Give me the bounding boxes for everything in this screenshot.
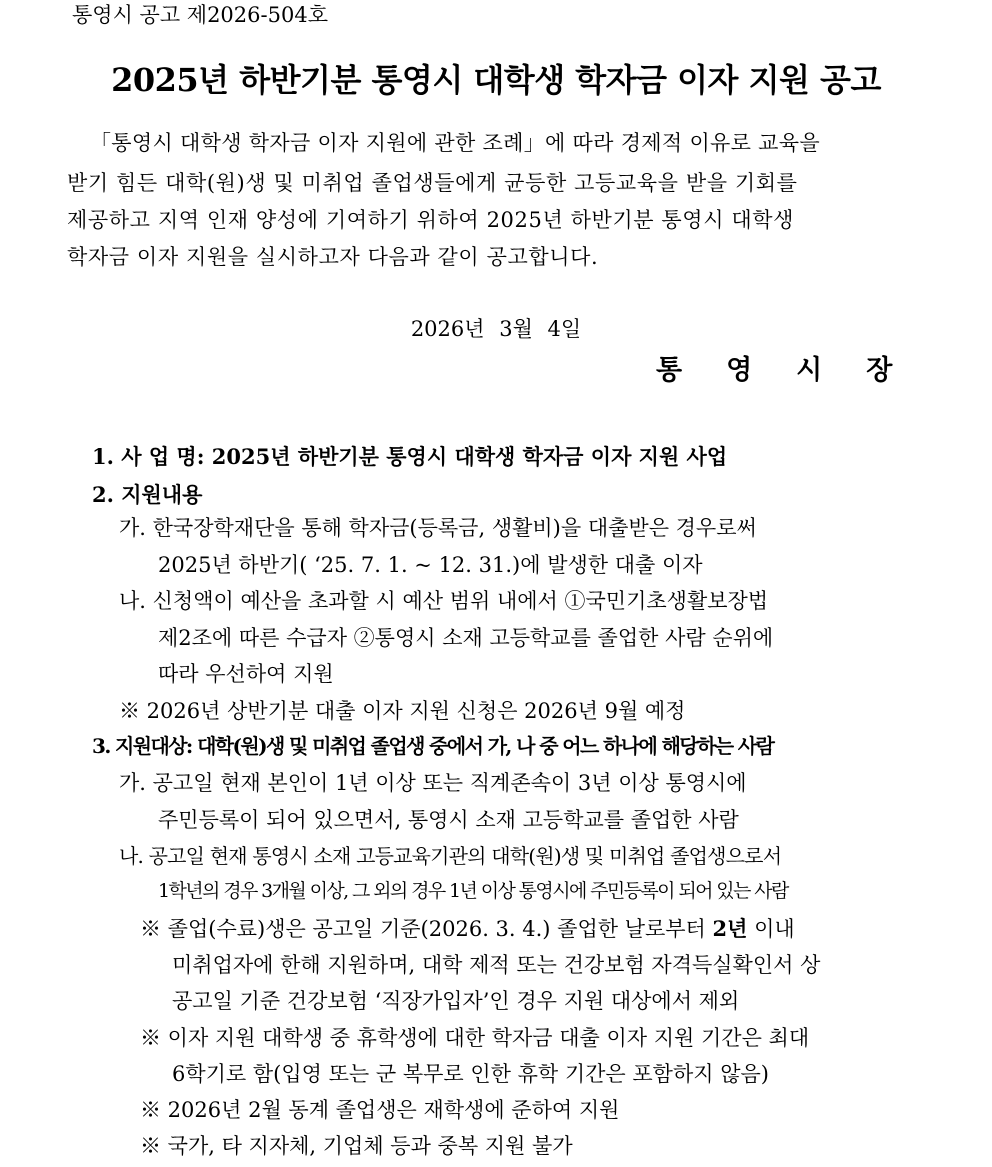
- eligibility-note-winter-graduates: ※ 2026년 2월 동계 졸업생은 재학생에 준하여 지원: [140, 1098, 620, 1122]
- support-content-note: ※ 2026년 상반기분 대출 이자 지원 신청은 2026년 9월 예정: [119, 699, 686, 723]
- support-content-item-na: 나. 신청액이 예산을 초과할 시 예산 범위 내에서 ①국민기초생활보장법: [119, 589, 769, 613]
- intro-line: 받기 힘든 대학(원)생 및 미취업 졸업생들에게 균등한 고등교육을 받을 기회를: [67, 171, 798, 195]
- support-content-item-na-cont: 제2조에 따른 수급자 ②통영시 소재 고등학교를 졸업한 사람 순위에: [158, 626, 774, 650]
- support-content-item-ga-cont: 2025년 하반기( ‘25. 7. 1. ~ 12. 31.)에 발생한 대출 이자: [158, 553, 703, 577]
- eligibility-note-duplicate: ※ 국가, 타 지자체, 기업체 등과 중복 지원 불가: [140, 1134, 573, 1158]
- announcement-date: 2026년 3월 4일: [410, 317, 582, 341]
- eligibility-note-leave: ※ 이자 지원 대학생 중 휴학생에 대한 학자금 대출 이자 지원 기간은 최대: [140, 1026, 810, 1050]
- intro-line: 「통영시 대학생 학자금 이자 지원에 관한 조례」에 따라 경제적 이유로 교육을: [90, 131, 820, 155]
- support-content-item-na-cont: 따라 우선하여 지원: [158, 662, 334, 686]
- eligibility-note-leave-cont: 6학기로 함(입영 또는 군 복무로 인한 휴학 기간은 포함하지 않음): [172, 1062, 769, 1086]
- note-emphasis: 2년: [712, 916, 748, 941]
- intro-line: 학자금 이자 지원을 실시하고자 다음과 같이 공고합니다.: [67, 245, 599, 269]
- eligibility-item-na: 나. 공고일 현재 통영시 소재 고등교육기관의 대학(원)생 및 미취업 졸업생으로서: [119, 844, 782, 868]
- support-content-item-ga: 가. 한국장학재단을 통해 학자금(등록금, 생활비)을 대출받은 경우로써: [119, 516, 757, 540]
- signer-name: 통영시장: [656, 355, 937, 386]
- section-eligibility-heading: 3. 지원대상: 대학(원)생 및 미취업 졸업생 중에서 가, 나 중 어느 하나에 해당하는 사람: [92, 734, 774, 758]
- announcement-number: 통영시 공고 제2026-504호: [72, 3, 328, 27]
- eligibility-note-graduates: [140, 918, 795, 940]
- intro-line: 제공하고 지역 인재 양성에 기여하기 위하여 2025년 하반기분 통영시 대학생: [67, 208, 795, 232]
- eligibility-item-na-cont: 1학년의 경우 3개월 이상, 그 외의 경우 1년 이상 통영시에 주민등록이 되어 있는 사람: [158, 880, 788, 902]
- note-text: ※ 졸업(수료)생은 공고일 기준(2026. 3. 4.) 졸업한 날로부터: [140, 917, 713, 941]
- eligibility-note-graduates-cont: 공고일 기준 건강보험 ‘직장가입자’인 경우 지원 대상에서 제외: [172, 989, 740, 1013]
- section-project-name: 1. 사 업 명: 2025년 하반기분 통영시 대학생 학자금 이자 지원 사업: [92, 444, 728, 469]
- section-support-content-heading: 2. 지원내용: [92, 482, 203, 507]
- eligibility-item-ga: 가. 공고일 현재 본인이 1년 이상 또는 직계존속이 3년 이상 통영시에: [119, 771, 747, 795]
- eligibility-note-graduates-cont: 미취업자에 한해 지원하며, 대학 제적 또는 건강보험 자격득실확인서 상: [172, 953, 821, 977]
- eligibility-item-ga-cont: 주민등록이 되어 있으면서, 통영시 소재 고등학교를 졸업한 사람: [158, 808, 739, 832]
- page-title: 2025년 하반기분 통영시 대학생 학자금 이자 지원 공고: [111, 61, 881, 99]
- note-text: 이내: [747, 917, 795, 941]
